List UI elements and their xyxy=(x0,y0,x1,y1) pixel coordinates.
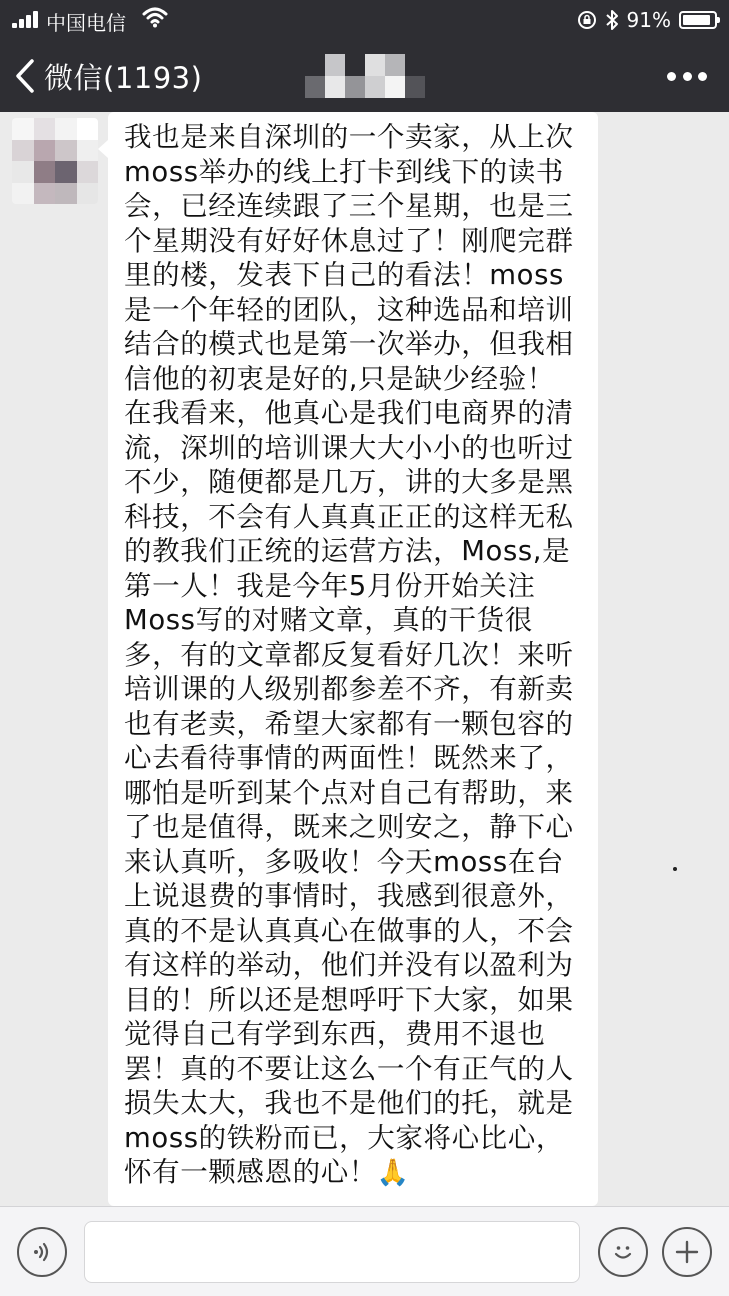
emoji-icon xyxy=(608,1237,638,1267)
more-button[interactable] xyxy=(667,66,707,86)
plus-button[interactable] xyxy=(662,1227,712,1277)
status-right xyxy=(577,7,717,33)
back-chevron-icon xyxy=(14,58,36,94)
emoji-button[interactable] xyxy=(598,1227,648,1277)
plus-icon xyxy=(672,1237,702,1267)
input-bar xyxy=(0,1206,729,1296)
stray-dot xyxy=(673,867,677,871)
message-body: 我也是来自深圳的一个卖家，从上次 moss举办的线上打卡到线下的读书 会，已经连续跟了三个星期，也是三 个星期没有好好休息过了！刚爬完群 里的楼，发表下自己的看法！moss 是一个年轻的团队，这种选品和培训 结合的模式也是第一次举办，但我相 信他的初衷是好的,只是缺少经验！ 在我看来，他真心是我们电商界的清 流，深圳的培训课大大小小的也听过 不少，随便都是几万，讲的大多是黑 科技，不会有人真真正正的这样无私 的教我们正统的运营方法，Moss,是 第一人！我是今年5月份开始关注 Moss写的对赌文章，真的干货很 多，有的文章都反复看好几次！来听 培训课的人级别都参差不齐，有新卖 也有老卖，希望大家都有一颗包容的 心去看待事情的两面性！既然来了， 哪怕是听到某个点对自己有帮助，来 了也是值得，既来之则安之，静下心 来认真听，多吸收！今天moss在台 上说退费的事情时，我感到很意外， 真的不是认真真心在做事的人，不会 有这样的举动，他们并没有以盈利为 目的！所以还是想呼吁下大家，如果 觉得自己有学到东西，费用不退也 罢！真的不要让这么一个有正气的人 损失太大，我也不是他们的托，就是 moss的铁粉而已，大家将心比心， 怀有一颗感恩的心！ xyxy=(124,121,574,1188)
battery-percent: 91% xyxy=(626,8,671,32)
top-bar xyxy=(0,0,729,112)
carrier-label: 中国电信 xyxy=(46,11,126,35)
avatar[interactable] xyxy=(12,118,98,204)
status-bar xyxy=(0,0,729,40)
message-text xyxy=(124,120,584,1191)
back-label: 微信(1193) xyxy=(44,60,203,95)
chat-area[interactable] xyxy=(0,112,729,1206)
orientation-lock-icon xyxy=(577,10,597,30)
pixelated-title xyxy=(305,54,425,98)
nav-bar xyxy=(0,40,729,112)
message-bubble[interactable] xyxy=(108,112,598,1206)
back-button[interactable] xyxy=(14,54,202,98)
more-dots-icon xyxy=(667,72,676,81)
voice-button[interactable] xyxy=(17,1227,67,1277)
signal-icon xyxy=(12,10,42,28)
wifi-icon xyxy=(142,6,168,28)
voice-icon xyxy=(29,1239,55,1265)
chat-title xyxy=(305,54,425,98)
message-input[interactable] xyxy=(84,1221,580,1283)
battery-fill xyxy=(683,15,710,25)
pray-emoji: 🙏 xyxy=(376,1158,410,1188)
battery-icon xyxy=(679,11,717,29)
bluetooth-icon xyxy=(605,9,619,31)
